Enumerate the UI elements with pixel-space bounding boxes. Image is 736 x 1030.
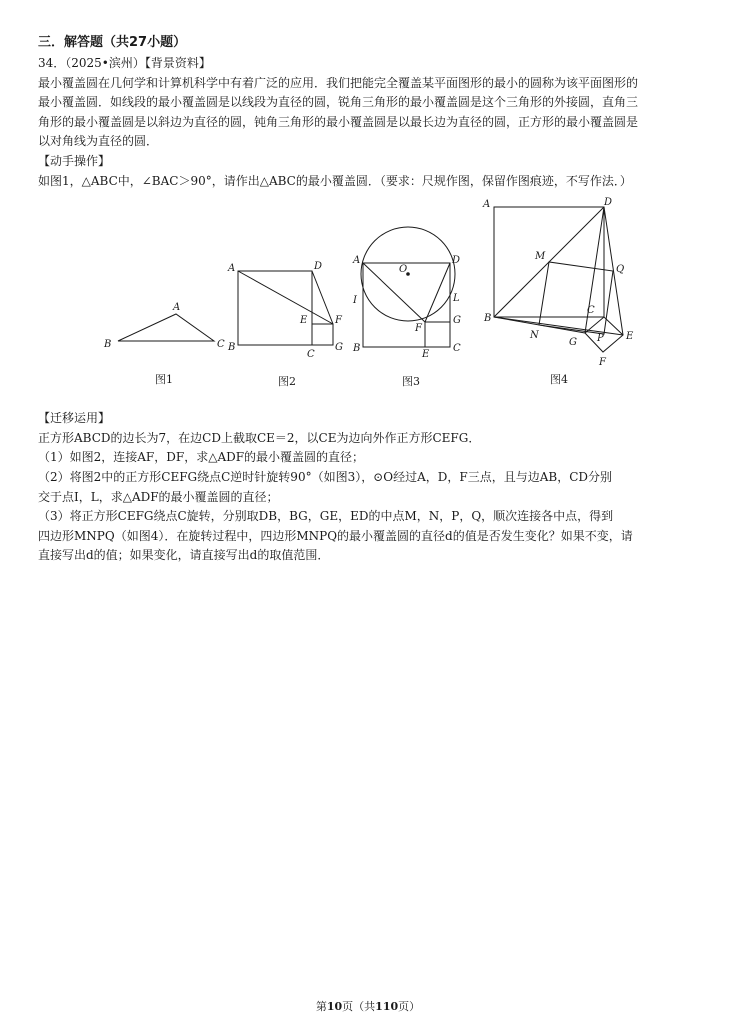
fig2-label-c: C <box>307 349 315 361</box>
figure-3 <box>361 227 455 347</box>
fig3-line-af <box>363 263 425 322</box>
figure-2 <box>238 271 333 345</box>
fig3-label-l: L <box>453 293 460 305</box>
fig2-square-abcd <box>238 271 312 345</box>
background-line-3: 角形的最小覆盖圆是以斜边为直径的圆，钝角三角形的最小覆盖圆是以最长边为直径的圆，正方形的最小覆盖圆是 <box>38 114 639 129</box>
fig1-triangle <box>118 314 214 341</box>
fig4-label-q: Q <box>616 264 625 276</box>
fig2-line-df <box>312 271 333 324</box>
fig3-label-g: G <box>453 315 461 327</box>
footer-middle: 页（共 <box>342 1000 376 1013</box>
footer-page-number: 10 <box>326 1000 343 1013</box>
fig4-label-b: B <box>484 313 492 325</box>
fig3-label-d: D <box>452 255 461 267</box>
fig3-label-f: F <box>415 323 422 335</box>
fig4-label-p: P <box>597 333 604 345</box>
transfer-line-2: （1）如图2，连接AF，DF，求△ADF的最小覆盖圆的直径； <box>38 450 365 465</box>
fig2-line-af <box>238 271 333 327</box>
fig4-label-c: C <box>587 305 595 317</box>
figure-1 <box>118 314 214 341</box>
fig4-quad-mnpq <box>539 262 613 334</box>
transfer-line-5: （3）将正方形CEFG绕点C旋转，分别取DB，BG，GE，ED的中点M，N，P，Q，顺次连接各中点，得到 <box>38 509 614 524</box>
figures-panel <box>38 197 702 409</box>
fig1-label-c: C <box>217 339 225 351</box>
fig3-label-o: O <box>399 264 408 276</box>
fig3-caption: 图3 <box>402 375 420 389</box>
transfer-line-3: （2）将图2中的正方形CEFG绕点C逆时针旋转90°（如图3），⊙O经过A，D，F三点，且与边AB，CD分别 <box>38 469 613 484</box>
fig3-label-i: I <box>353 295 357 307</box>
fig3-label-a: A <box>353 255 361 267</box>
background-line-4: 以对角线为直径的圆． <box>38 134 159 149</box>
fig4-label-f: F <box>599 357 606 369</box>
fig4-label-d: D <box>604 197 613 209</box>
fig1-caption: 图1 <box>155 373 173 387</box>
fig3-square-cefg <box>425 322 450 347</box>
background-line-1: 最小覆盖圆在几何学和计算机科学中有着广泛的应用．我们把能完全覆盖某平面图形的最小的圆称为该平面图形的 <box>38 75 639 90</box>
document-body <box>38 34 702 566</box>
fig2-label-f: F <box>335 315 342 327</box>
section-title: 三．解答题（共27小题） <box>38 35 187 50</box>
fig2-square-cefg <box>312 324 333 345</box>
fig4-caption: 图4 <box>550 373 568 387</box>
fig2-label-a: A <box>228 263 236 275</box>
fig1-label-a: A <box>173 302 181 314</box>
fig2-label-d: D <box>314 261 323 273</box>
fig2-label-e: E <box>300 315 308 327</box>
fig3-line-df <box>425 263 450 322</box>
fig2-label-g: G <box>335 342 343 354</box>
figure-4 <box>494 207 623 352</box>
hands-on-text: 如图1，△ABC中，∠BAC＞90°，请作出△ABC的最小覆盖圆．（要求：尺规作图，保留作图痕迹，不写作法．） <box>38 173 632 188</box>
transfer-line-4: 交于点I，L，求△ADF的最小覆盖圆的直径； <box>38 489 279 504</box>
problem-header: 34．（2025•滨州）【背景资料】 <box>38 56 211 70</box>
fig2-label-b: B <box>228 342 236 354</box>
fig1-label-b: B <box>104 339 112 351</box>
footer-total-pages: 110 <box>375 1000 399 1013</box>
fig4-label-e: E <box>626 331 634 343</box>
transfer-line-1: 正方形ABCD的边长为7，在边CD上截取CE＝2，以CE为边向外作正方形CEFG． <box>38 430 481 445</box>
footer-prefix: 第 <box>315 1000 327 1013</box>
background-line-2: 最小覆盖圆．如线段的最小覆盖圆是以线段为直径的圆，锐角三角形的最小覆盖圆是这个三角形的外接圆，直角三 <box>38 95 639 110</box>
fig2-caption: 图2 <box>278 375 296 389</box>
fig3-label-b: B <box>353 343 361 355</box>
transfer-line-6: 四边形MNPQ（如图4）．在旋转过程中，四边形MNPQ的最小覆盖圆的直径d的值是否发生变化？如果不变，请 <box>38 528 633 543</box>
fig4-label-a: A <box>483 199 491 211</box>
page-footer <box>0 1000 736 1014</box>
geometry-figures <box>38 197 702 409</box>
transfer-title: 【迁移运用】 <box>38 411 111 426</box>
fig4-label-n: N <box>530 330 539 342</box>
footer-suffix: 页） <box>398 1000 421 1013</box>
fig3-label-c: C <box>453 343 461 355</box>
fig3-label-e: E <box>422 349 430 361</box>
fig4-label-m: M <box>535 251 546 263</box>
fig4-label-g: G <box>569 337 577 349</box>
hands-on-title: 【动手操作】 <box>38 153 111 168</box>
transfer-line-7: 直接写出d的值；如果变化，请直接写出d的取值范围． <box>38 548 330 563</box>
